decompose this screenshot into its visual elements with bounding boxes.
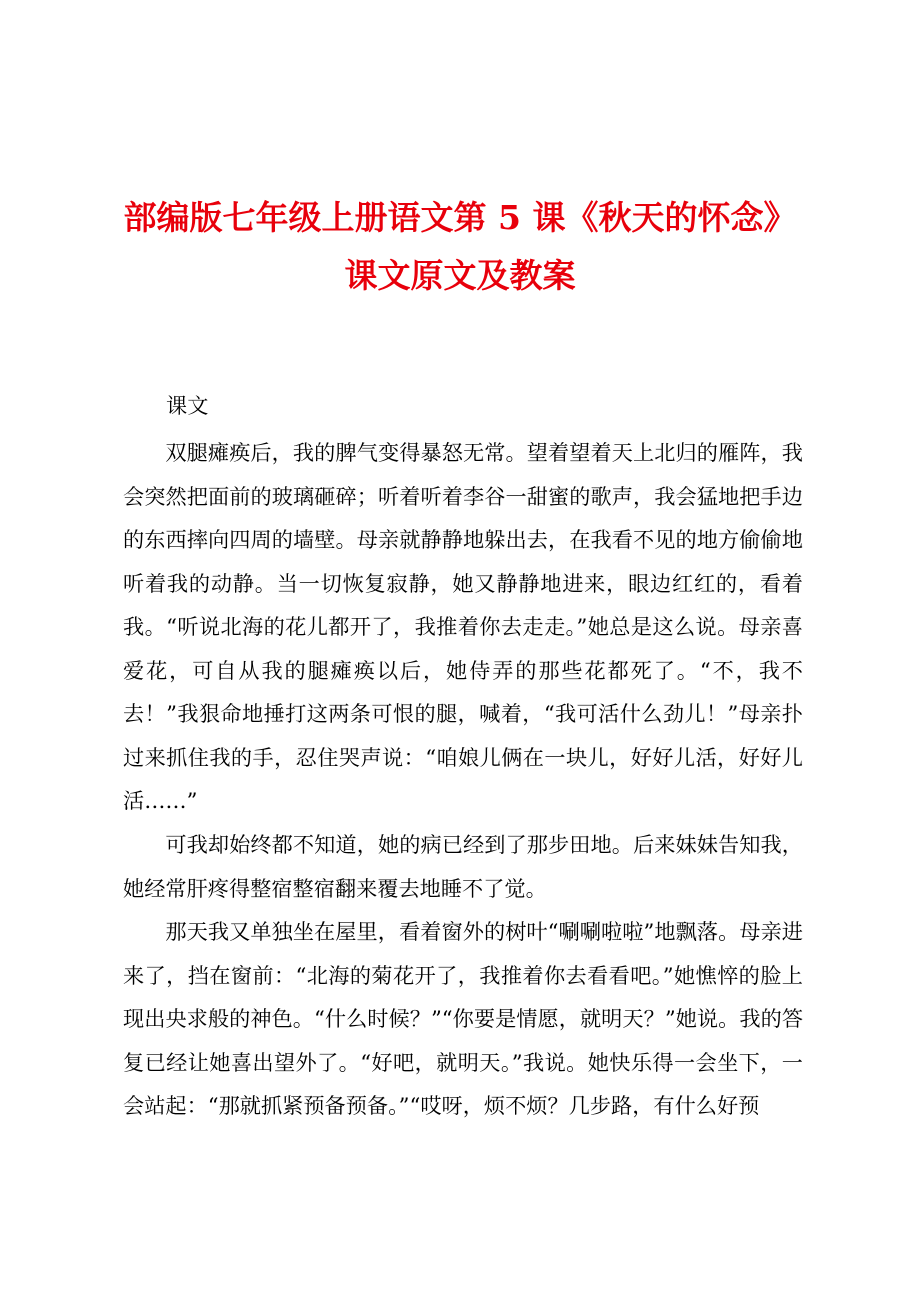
document-title-line-1: 部编版七年级上册语文第 5 课《秋天的怀念》 (123, 198, 797, 237)
body-paragraph-1 (123, 431, 803, 823)
body-paragraph-2 (123, 823, 803, 910)
document-title-line-2: 课文原文及教案 (344, 256, 576, 295)
paragraph-text: 那天我又单独坐在屋里，看着窗外的树叶“唰唰啦啦”地飘落。母亲进来了，挡在窗前：“北海的菊花开了，我推着你去看看吧。”她憔悴的脸上现出央求般的神色。“什么时候？”“你要是情愿，就明天？”她说。我的答复已经让她喜出望外了。“好吧，就明天。”我说。她快乐得一会坐下，一会站起：“那就抓紧预备预备。”“哎呀，烦不烦？几步路，有什么好预 (123, 919, 803, 1118)
paragraph-text: 双腿瘫痪后，我的脾气变得暴怒无常。望着望着天上北归的雁阵，我会突然把面前的玻璃砸碎；听着听着李谷一甜蜜的歌声，我会猛地把手边的东西摔向四周的墙壁。母亲就静静地躲出去，在我看不见的地方偷偷地听着我的动静。当一切恢复寂静，她又静静地进来，眼边红红的，看着我。“听说北海的花儿都开了，我推着你去走走。”她总是这么说。母亲喜爱花，可自从我的腿瘫痪以后，她侍弄的那些花都死了。“不，我不去！”我狠命地捶打这两条可恨的腿，喊着，“我可活什么劲儿！”母亲扑过来抓住我的手，忍住哭声说：“咱娘儿俩在一块儿，好好儿活，好好儿活……” (123, 440, 803, 813)
paragraph-text: 可我却始终都不知道，她的病已经到了那步田地。后来妹妹告知我，她经常肝疼得整宿整宿翻来覆去地睡不了觉。 (123, 832, 803, 901)
section-heading: 课文 (166, 393, 209, 418)
body-paragraph-3 (123, 910, 803, 1128)
